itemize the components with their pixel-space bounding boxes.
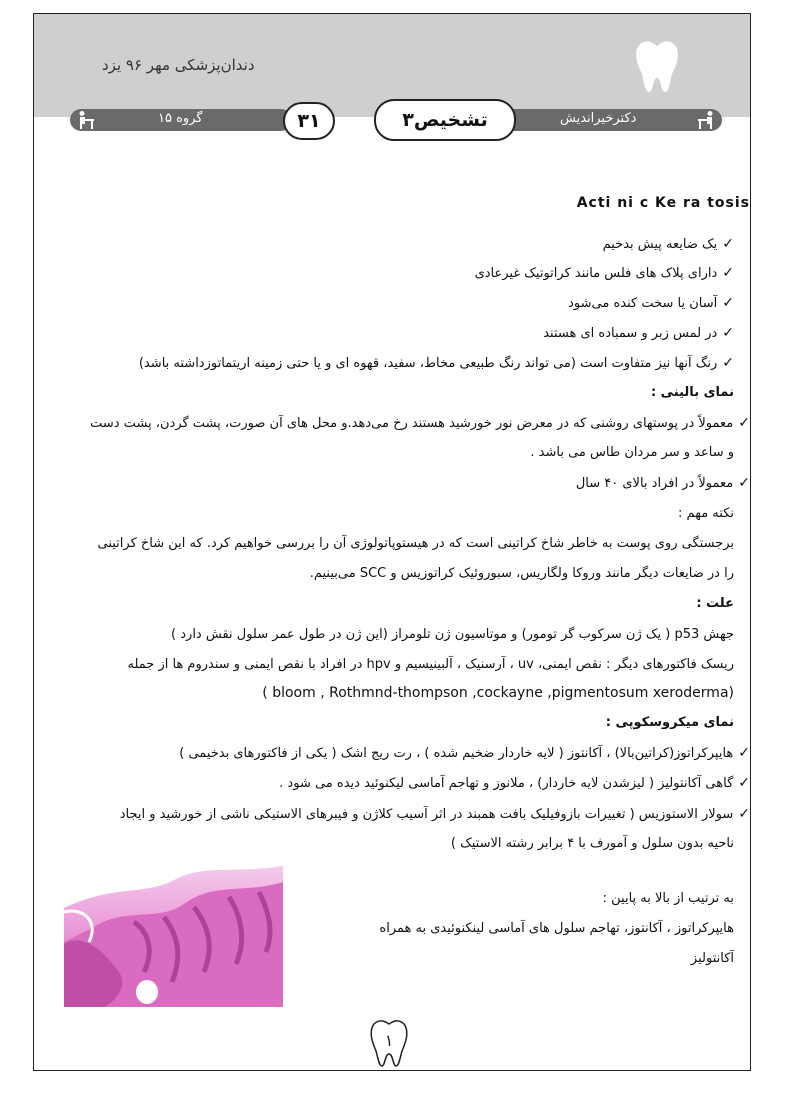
check-icon: ✓ (738, 745, 750, 761)
tooth-outline-icon (368, 1018, 410, 1068)
paragraph-line: برجستگی روی پوست به خاطر شاخ کراتینی است که در هیستوپاتولوژی آن را بررسی خواهیم کرد. که این شاخ کراتینی (97, 536, 734, 551)
paragraph-line: و ساعد و سر مردان طاس می باشد . (530, 445, 734, 460)
person-at-desk-icon (76, 110, 96, 130)
histology-image (64, 852, 283, 1007)
list-item: ✓معمولاً در افراد بالای ۴۰ سال (575, 475, 750, 491)
note-heading: نکته مهم : (678, 506, 734, 521)
page-frame (33, 13, 751, 1071)
check-icon: ✓ (722, 236, 734, 252)
check-icon: ✓ (722, 325, 734, 341)
list-item: ✓معمولاً در پوستهای روشنی که در معرض نور خورشید هستند رخ می‌دهد.و محل های آن صورت، پشت گردن، پشت دست (90, 415, 750, 431)
author-label: دکترخیراندیش (560, 111, 637, 126)
journal-title: دندان‌پزشکی مهر ۹۶ یزد (102, 56, 255, 74)
article-number: ۳۱ (283, 102, 335, 140)
list-item: ✓سولار الاستوزیس ( تغییرات بازوفیلیک بافت همبند در اثر آسیب کلاژن و فیبرهای الاستیکی ناشی از خورشید و ایجاد (119, 806, 750, 822)
list-item: ✓هایپرکراتوز(کراتین‌بالا) ، آکانتوز ( لایه خاردار ضخیم شده ) ، رت ریج اشک ( یکی از فاکتورهای بدخیمی ) (179, 745, 750, 761)
list-item: ✓رنگ آنها نیز متفاوت است (می تواند رنگ طبیعی مخاط، سفید، قهوه ای و یا حتی زمینه اریتماتوزداشته باشد) (138, 355, 734, 371)
cause-heading: علت : (696, 596, 734, 611)
page-number: ۱ (384, 1031, 394, 1050)
figure-caption: آکانتولیز (690, 951, 734, 966)
author-bar (496, 109, 722, 131)
figure-caption: به ترتیب از بالا به پایین : (602, 891, 734, 906)
check-icon: ✓ (722, 295, 734, 311)
list-item: ✓در لمس زبر و سمباده ای هستند (543, 325, 734, 341)
list-item: ✓دارای پلاک های فلس مانند کراتوتیک غیرعادی (474, 265, 734, 281)
paragraph-line: را در ضایعات دیگر مانند وروکا ولگاریس، سبوروئیک کراتوزیس و SCC می‌بینیم. (309, 566, 734, 581)
list-item: ✓آسان یا سخت کنده می‌شود (568, 295, 734, 311)
person-at-desk-icon (696, 110, 716, 130)
list-item: ✓گاهی آکانتولیز ( لیزشدن لایه خاردار) ، ملانوز و تهاجم آماسی لیکنوئید دیده می شود . (279, 775, 750, 791)
paragraph-line: ( bloom , Rothmnd-thompson ,cockayne ,pigmentosum xeroderma) (262, 685, 734, 701)
figure-caption: هایپرکراتوز ، آکانتوز، تهاجم سلول های آماسی لینکنوئیدی به همراه (379, 921, 734, 936)
tooth-logo-icon (632, 38, 682, 94)
paragraph-line: ریسک فاکتورهای دیگر : نقص ایمنی، uv ، آرسنیک ، آلبینیسیم و hpv در افراد با نقص ایمنی و سندروم ها از جمله (127, 657, 734, 672)
check-icon: ✓ (738, 775, 750, 791)
clinical-heading: نمای بالینی : (650, 385, 734, 400)
paragraph-line: ناحیه بدون سلول و آمورف با ۴ برابر رشته الاستیک ) (450, 836, 734, 851)
article-title: Acti ni c Ke ra tosis (576, 195, 750, 211)
group-label: گروه ۱۵ (158, 111, 203, 126)
check-icon: ✓ (738, 806, 750, 822)
paragraph-line: جهش p53 ( یک ژن سرکوب گر تومور) و موتاسیون ژن تلومراز (این ژن در طول عمر سلول نقش دارد ) (171, 627, 734, 642)
check-icon: ✓ (722, 355, 734, 371)
micro-heading: نمای میکروسکوپی : (605, 715, 734, 730)
check-icon: ✓ (738, 475, 750, 491)
section-title: تشخیص۳ (374, 99, 516, 141)
list-item: ✓یک ضایعه پیش بدخیم (602, 236, 734, 252)
group-bar (70, 109, 292, 131)
check-icon: ✓ (738, 415, 750, 431)
check-icon: ✓ (722, 265, 734, 281)
